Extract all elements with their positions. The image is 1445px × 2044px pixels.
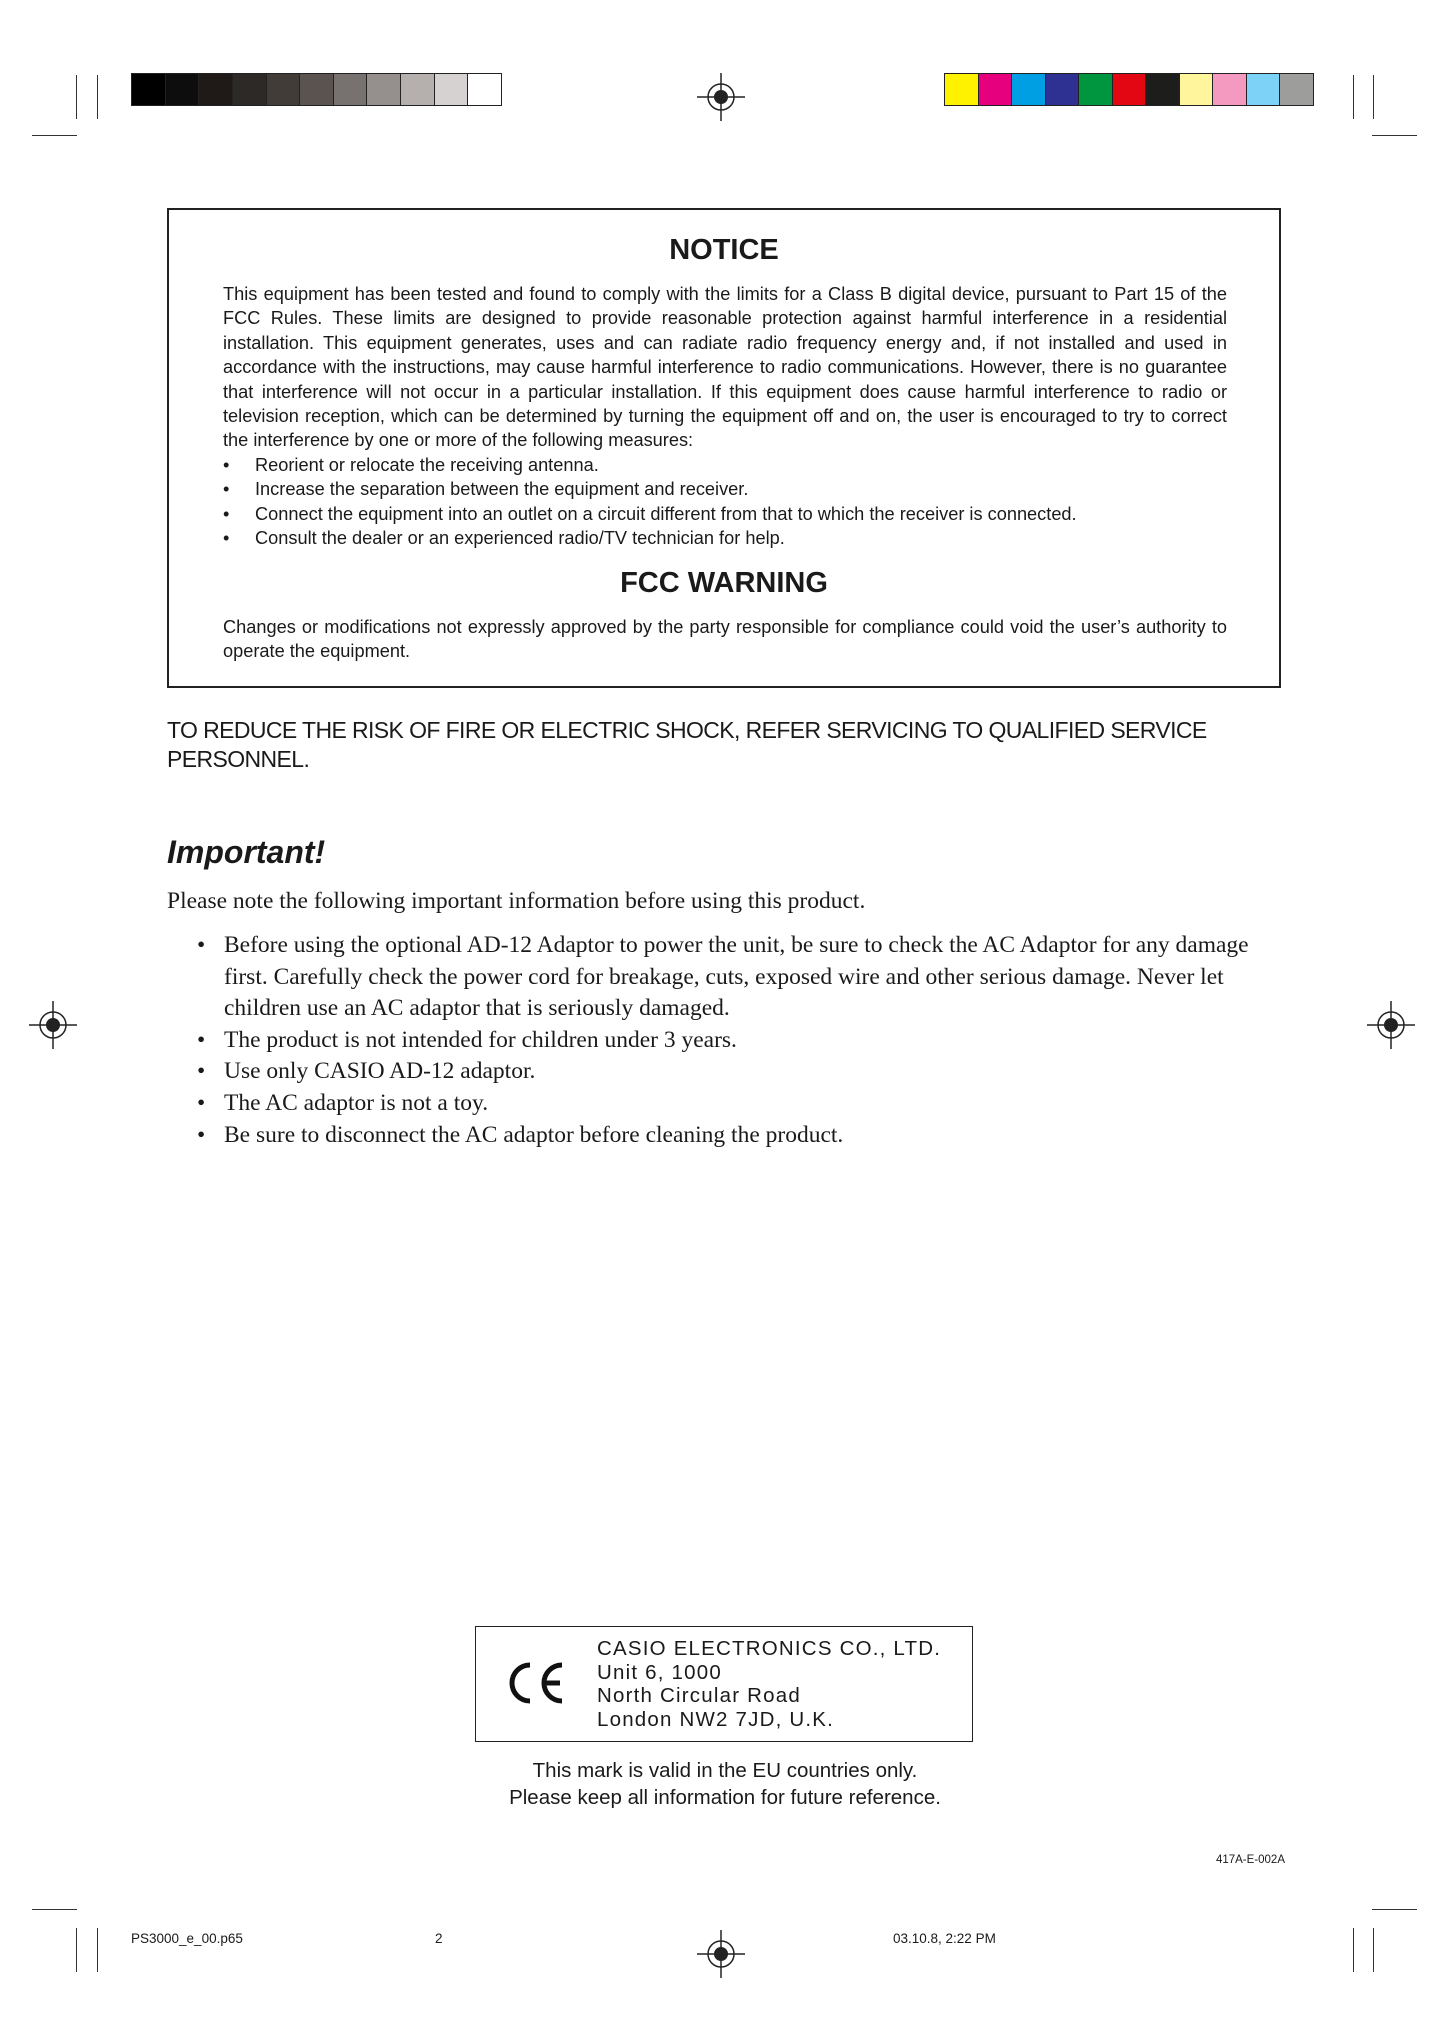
color-swatch <box>1213 74 1247 105</box>
color-swatch <box>267 74 301 105</box>
grayscale-color-bar <box>131 73 502 106</box>
color-swatch <box>468 74 501 105</box>
important-heading: Important! <box>167 834 326 870</box>
color-swatch <box>1079 74 1113 105</box>
address-line: CASIO ELECTRONICS CO., LTD. <box>597 1637 942 1660</box>
registration-mark-top-icon <box>697 73 745 121</box>
eu-note-line: Please keep all information for future reference. <box>509 1786 941 1809</box>
color-swatch <box>1012 74 1046 105</box>
list-item: • The AC adaptor is not a toy. <box>197 1088 1287 1120</box>
registration-mark-right-icon <box>1367 1001 1415 1049</box>
color-swatch <box>1046 74 1080 105</box>
important-list <box>197 930 1287 1151</box>
notice-heading: NOTICE <box>669 234 779 266</box>
registration-mark-bottom-icon <box>697 1930 745 1978</box>
fcc-warning-text: Changes or modifications not expressly approved by the party responsible for compliance could void the user’s authority to operate the equipment. <box>223 617 1227 662</box>
address-line: North Circular Road <box>597 1684 801 1707</box>
color-swatch <box>1180 74 1214 105</box>
color-swatch <box>367 74 401 105</box>
ce-address-box <box>475 1626 973 1742</box>
color-swatch <box>945 74 979 105</box>
footer-filename: PS3000_e_00.p65 <box>131 1931 243 1946</box>
list-item: • The product is not intended for children under 3 years. <box>197 1025 1287 1057</box>
footer-timestamp: 03.10.8, 2:22 PM <box>893 1931 996 1946</box>
color-swatch <box>300 74 334 105</box>
color-swatch <box>334 74 368 105</box>
footer-page-number: 2 <box>435 1931 443 1946</box>
fcc-warning-heading: FCC WARNING <box>620 567 828 599</box>
color-swatch <box>132 74 166 105</box>
color-swatch <box>166 74 200 105</box>
notice-paragraph: This equipment has been tested and found to comply with the limits for a Class B digital device, pursuant to Part 15 of the FCC Rules. These limits are designed to provide reasonable protection against harmful interference in a residential installation. This equipment generates, uses and can radiate radio frequency energy and, if not installed and used in accordance with the instructions, may cause harmful interference to radio communications. However, there is no guarantee that interference will not occur in a particular installation. If this equipment does cause harmful interference to radio or television reception, which can be determined by turning the equipment off and on, the user is encouraged to try to correct the interference by one or more of the following measures: <box>223 284 1227 451</box>
color-swatch <box>1247 74 1281 105</box>
ce-mark-icon <box>506 1659 566 1707</box>
notice-measures-list <box>223 453 1227 551</box>
color-swatch <box>199 74 233 105</box>
list-item: • Connect the equipment into an outlet on a circuit different from that to which the receiver is connected. <box>223 502 1227 526</box>
list-item: • Consult the dealer or an experienced radio/TV technician for help. <box>223 526 1227 550</box>
color-swatch <box>435 74 469 105</box>
color-swatch <box>1280 74 1313 105</box>
eu-note-line: This mark is valid in the EU countries only. <box>532 1759 918 1782</box>
address-line: Unit 6, 1000 <box>597 1660 722 1684</box>
color-swatch <box>233 74 267 105</box>
color-swatch <box>401 74 435 105</box>
list-item: • Use only CASIO AD-12 adaptor. <box>197 1056 1287 1088</box>
color-swatch <box>1113 74 1147 105</box>
list-item: • Before using the optional AD-12 Adaptor to power the unit, be sure to check the AC Adaptor for any damage first. Carefully check the power cord for breakage, cuts, exposed wire and other serious damage. Never let children use an AC adaptor that is seriously damaged. <box>197 930 1287 1025</box>
ce-address <box>597 1637 941 1731</box>
color-swatch <box>1146 74 1180 105</box>
risk-statement: TO REDUCE THE RISK OF FIRE OR ELECTRIC SHOCK, REFER SERVICING TO QUALIFIED SERVICE PERSONNEL. <box>167 717 1207 772</box>
process-color-bar <box>944 73 1314 106</box>
eu-note <box>400 1757 1050 1811</box>
important-intro: Please note the following important information before using this product. <box>167 888 866 914</box>
registration-mark-left-icon <box>29 1001 77 1049</box>
list-item: • Increase the separation between the equipment and receiver. <box>223 477 1227 501</box>
notice-box <box>167 208 1281 688</box>
color-swatch <box>979 74 1013 105</box>
list-item: • Be sure to disconnect the AC adaptor before cleaning the product. <box>197 1120 1287 1152</box>
document-code: 417A-E-002A <box>1215 1854 1285 1866</box>
address-line: London NW2 7JD, U.K. <box>597 1707 835 1731</box>
list-item: • Reorient or relocate the receiving antenna. <box>223 453 1227 477</box>
